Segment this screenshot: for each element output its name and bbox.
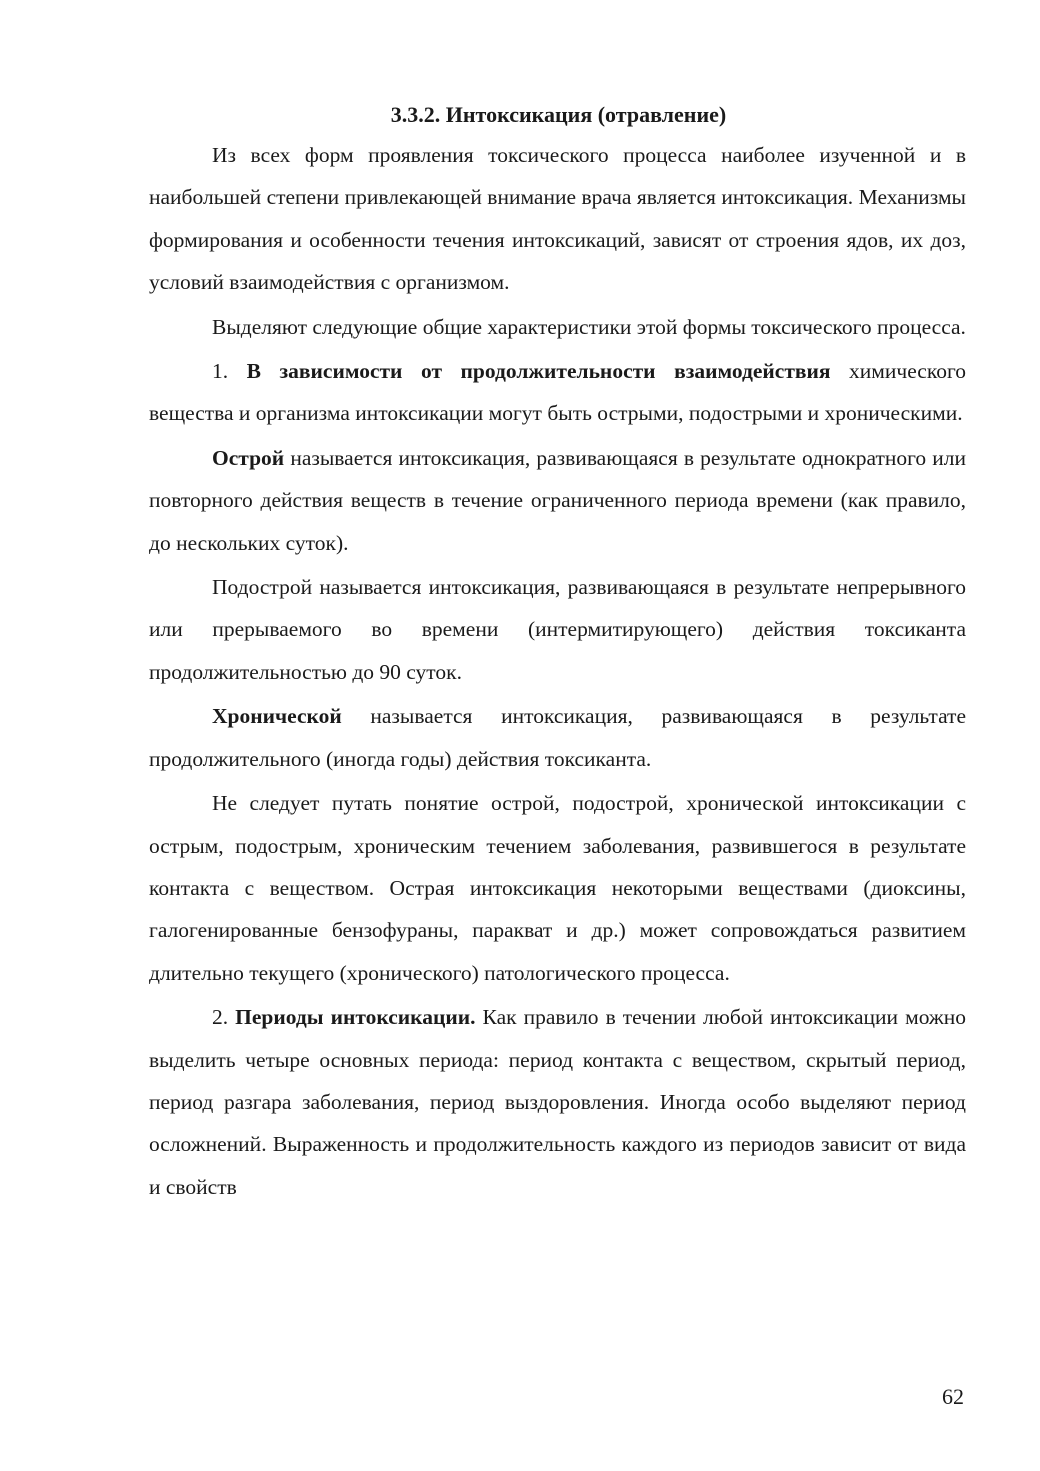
paragraph-item-2 xyxy=(149,996,966,1208)
paragraph-text: химического вещества и организма интоксикации могут быть острыми, подострыми и хроническими. xyxy=(149,359,966,426)
paragraph-chronic xyxy=(149,695,966,780)
paragraph-text: Как правило в течении любой интоксикации можно выделить четыре основных периода: период контакта с веществом, скрытый период, период разгара заболевания, период выздоровления. Иногда особо выделяют период осложнений. Выраженность и продолжительность каждого из периодов зависит от вида и свойств xyxy=(149,1005,967,1199)
item-heading: В зависимости от продолжительности взаимодействия xyxy=(246,359,831,384)
paragraph-item-1 xyxy=(149,350,966,435)
paragraph-acute xyxy=(149,437,966,564)
term-chronic: Хронической xyxy=(212,704,342,729)
page-number: 62 xyxy=(942,1384,964,1409)
paragraph-text: называется интоксикация, развивающаяся в результате продолжительного (иногда годы) действия токсиканта. xyxy=(149,704,966,771)
paragraph-distinction xyxy=(149,782,966,994)
paragraph-text: Подострой называется интоксикация, развивающаяся в результате непрерывного или прерываемого во времени (интермитирующего) действия токсиканта продолжительностью до 90 суток. xyxy=(149,575,966,684)
paragraph-subacute xyxy=(149,566,966,693)
item-number: 2. xyxy=(212,1005,236,1030)
paragraph-text: называется интоксикация, развивающаяся в результате однократного или повторного действия веществ в течение ограниченного периода времени (как правило, до нескольких суток). xyxy=(149,445,966,555)
term-acute: Острой xyxy=(212,445,285,470)
item-number: 1. xyxy=(212,359,247,384)
paragraph-intro xyxy=(149,134,966,304)
paragraph-text: Не следует путать понятие острой, подострой, хронической интоксикации с острым, подострым, хроническим течением заболевания, развившегося в результате контакта с веществом. Острая интоксикация некоторыми веществами (диоксины, галогенированные бензофураны, паракват и др.) может сопровождаться развитием длительно текущего (хронического) патологического процесса. xyxy=(149,791,966,985)
item-heading: Периоды интоксикации. xyxy=(235,1005,476,1030)
paragraph-text: Выделяют следующие общие характеристики этой формы токсического процесса. xyxy=(212,314,966,339)
page-content xyxy=(149,96,966,1210)
section-title: 3.3.2. Интоксикация (отравление) xyxy=(390,102,727,127)
paragraph-text: Из всех форм проявления токсического процесса наиболее изученной и в наибольшей степени привлекающей внимание врача является интоксикация. Механизмы формирования и особенности течения интоксикаций, зависят от строения ядов, их доз, условий взаимодействия с организмом. xyxy=(149,143,966,295)
paragraph-characteristics xyxy=(149,306,966,348)
